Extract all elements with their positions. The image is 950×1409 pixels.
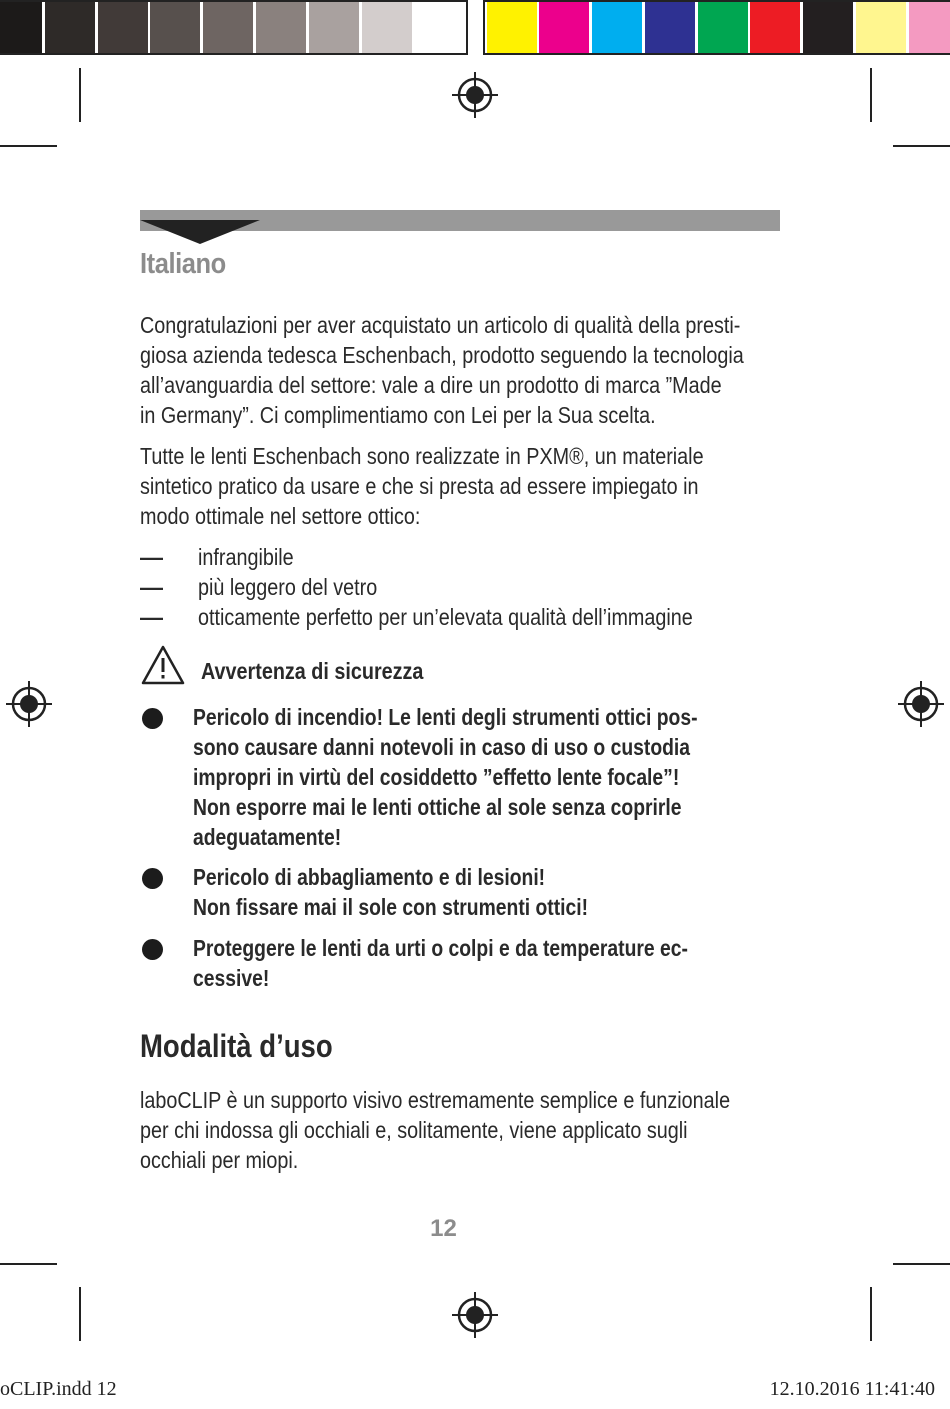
crop-mark — [893, 145, 950, 147]
color-bar-frame — [483, 0, 950, 55]
text-line: modo ottimale nel settore ottico: — [140, 503, 421, 529]
text-line: Pericolo di incendio! Le lenti degli strumenti ottici pos- — [193, 704, 698, 730]
usage-section-title: Modalità d’uso — [140, 1028, 333, 1064]
warning-triangle-icon — [141, 645, 185, 685]
text-line: impropri in virtù del cosiddetto ”effetto lente focale”! — [193, 764, 680, 790]
text-line: laboCLIP è un supporto visivo estremamente semplice e funzionale — [140, 1087, 731, 1113]
text-line: occhiali per miopi. — [140, 1147, 299, 1173]
text-line: sintetico pratico da usare e che si presta ad essere impiegato in — [140, 473, 699, 499]
crop-mark — [870, 68, 872, 122]
dash-marker: — — [140, 604, 163, 630]
print-slug-filename: oCLIP.indd 12 — [0, 1378, 117, 1400]
text-line: Non fissare mai il sole con strumenti ottici! — [193, 894, 589, 920]
safety-warning — [193, 933, 688, 993]
safety-warning — [193, 862, 588, 922]
bullet-icon — [142, 708, 163, 729]
text-line: sono causare danni notevoli in caso di uso o custodia — [193, 734, 691, 760]
text-line: all’avanguardia del settore: vale a dire un prodotto di marca ”Made — [140, 372, 722, 398]
bullet-icon — [142, 868, 163, 889]
color-calibration-bar — [0, 0, 950, 56]
text-line: Tutte le lenti Eschenbach sono realizzate in PXM®, un materiale — [140, 443, 704, 469]
dash-marker: — — [140, 574, 163, 600]
crop-mark — [870, 1287, 872, 1341]
language-title: Italiano — [140, 248, 226, 280]
crop-mark — [79, 68, 81, 122]
text-line: cessive! — [193, 965, 270, 991]
registration-mark-icon — [6, 681, 52, 727]
language-header-triangle — [140, 220, 260, 244]
text-line: Pericolo di abbagliamento e di lesioni! — [193, 864, 546, 890]
bullet-icon — [142, 939, 163, 960]
crop-mark — [79, 1287, 81, 1341]
text-line: adeguatamente! — [193, 824, 342, 850]
registration-mark-icon — [452, 72, 498, 118]
usage-paragraph — [140, 1085, 759, 1175]
page-number: 12 — [430, 1215, 457, 1242]
material-paragraph — [140, 441, 759, 531]
registration-mark-icon — [898, 681, 944, 727]
text-line: per chi indossa gli occhiali e, solitamente, viene applicato sugli — [140, 1117, 688, 1143]
feature-text: otticamente perfetto per un’elevata qualità dell’immagine — [198, 604, 693, 630]
text-line: Congratulazioni per aver acquistato un articolo di qualità della presti- — [140, 312, 741, 338]
intro-paragraph — [140, 310, 759, 430]
text-line: Non esporre mai le lenti ottiche al sole senza coprirle — [193, 794, 682, 820]
safety-title: Avvertenza di sicurezza — [201, 658, 424, 684]
text-line: in Germany”. Ci complimentiamo con Lei per la Sua scelta. — [140, 402, 656, 428]
feature-text: infrangibile — [198, 544, 294, 570]
text-line: giosa azienda tedesca Eschenbach, prodotto seguendo la tecnologia — [140, 342, 744, 368]
color-bar-frame — [0, 0, 468, 55]
print-slug-timestamp: 12.10.2016 11:41:40 — [769, 1378, 935, 1400]
crop-mark — [0, 145, 57, 147]
feature-text: più leggero del vetro — [198, 574, 378, 600]
dash-marker: — — [140, 544, 163, 570]
safety-warning — [193, 702, 698, 852]
crop-mark — [893, 1263, 950, 1265]
registration-mark-icon — [452, 1292, 498, 1338]
text-line: Proteggere le lenti da urti o colpi e da temperature ec- — [193, 935, 688, 961]
crop-mark — [0, 1263, 57, 1265]
